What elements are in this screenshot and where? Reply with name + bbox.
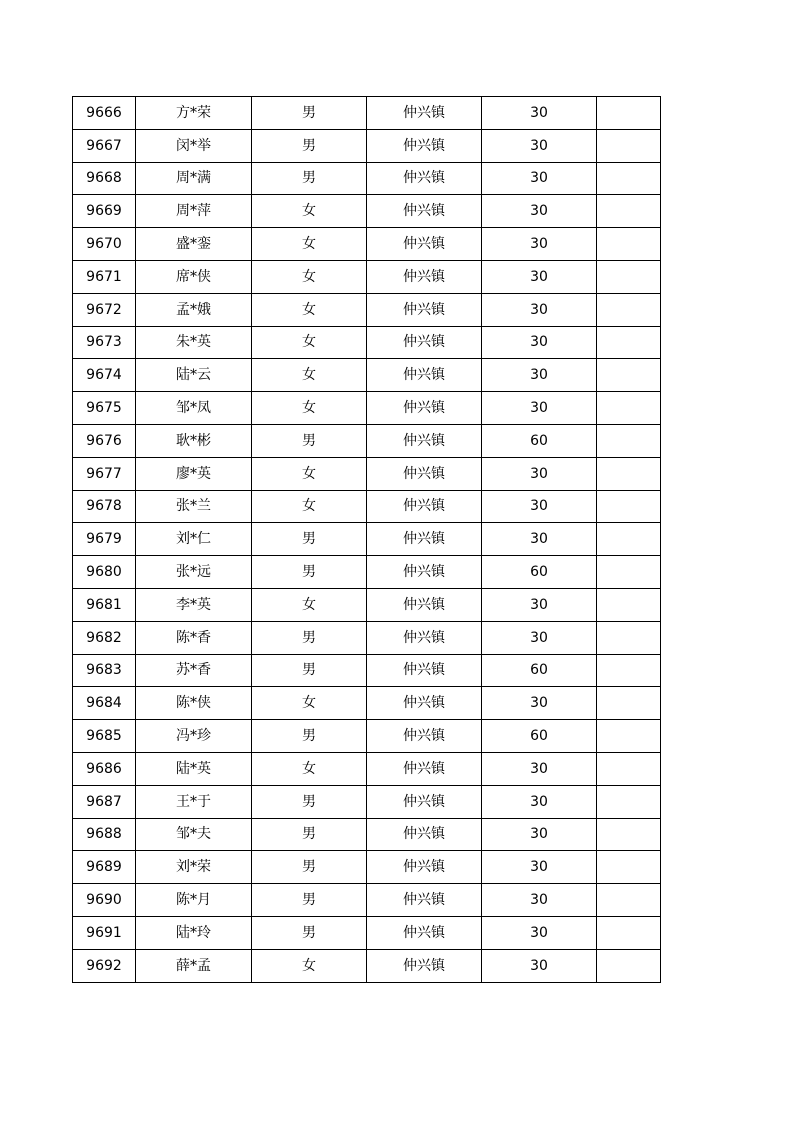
note-cell [597,720,661,753]
gender-cell: 男 [252,556,367,589]
amount-cell: 30 [482,785,597,818]
name-cell: 朱*英 [136,326,252,359]
town-cell: 仲兴镇 [367,588,482,621]
name-cell: 陈*侠 [136,687,252,720]
note-cell [597,687,661,720]
town-cell: 仲兴镇 [367,293,482,326]
id-cell: 9677 [73,457,136,490]
amount-cell: 60 [482,556,597,589]
town-cell: 仲兴镇 [367,851,482,884]
id-cell: 9675 [73,392,136,425]
town-cell: 仲兴镇 [367,424,482,457]
amount-cell: 30 [482,392,597,425]
name-cell: 邹*夫 [136,818,252,851]
town-cell: 仲兴镇 [367,556,482,589]
id-cell: 9682 [73,621,136,654]
note-cell [597,916,661,949]
amount-cell: 30 [482,457,597,490]
amount-cell: 30 [482,490,597,523]
gender-cell: 女 [252,687,367,720]
amount-cell: 30 [482,359,597,392]
id-cell: 9670 [73,228,136,261]
note-cell [597,752,661,785]
amount-cell: 60 [482,424,597,457]
gender-cell: 女 [252,949,367,982]
gender-cell: 女 [252,752,367,785]
amount-cell: 30 [482,195,597,228]
id-cell: 9678 [73,490,136,523]
name-cell: 王*于 [136,785,252,818]
id-cell: 9666 [73,97,136,130]
note-cell [597,785,661,818]
name-cell: 盛*銮 [136,228,252,261]
amount-cell: 30 [482,752,597,785]
amount-cell: 30 [482,326,597,359]
table-row [73,162,661,195]
gender-cell: 女 [252,293,367,326]
note-cell [597,359,661,392]
amount-cell: 30 [482,851,597,884]
table-row [73,556,661,589]
id-cell: 9673 [73,326,136,359]
gender-cell: 女 [252,195,367,228]
id-cell: 9689 [73,851,136,884]
id-cell: 9672 [73,293,136,326]
gender-cell: 男 [252,129,367,162]
amount-cell: 30 [482,884,597,917]
town-cell: 仲兴镇 [367,752,482,785]
id-cell: 9674 [73,359,136,392]
table-row [73,654,661,687]
gender-cell: 男 [252,916,367,949]
id-cell: 9679 [73,523,136,556]
gender-cell: 女 [252,588,367,621]
amount-cell: 30 [482,162,597,195]
id-cell: 9669 [73,195,136,228]
gender-cell: 女 [252,359,367,392]
name-cell: 张*远 [136,556,252,589]
note-cell [597,162,661,195]
gender-cell: 男 [252,818,367,851]
gender-cell: 女 [252,326,367,359]
town-cell: 仲兴镇 [367,326,482,359]
table-row [73,392,661,425]
table-row [73,916,661,949]
amount-cell: 60 [482,654,597,687]
note-cell [597,654,661,687]
table-row [73,326,661,359]
id-cell: 9691 [73,916,136,949]
note-cell [597,523,661,556]
town-cell: 仲兴镇 [367,162,482,195]
note-cell [597,424,661,457]
town-cell: 仲兴镇 [367,621,482,654]
amount-cell: 60 [482,720,597,753]
id-cell: 9687 [73,785,136,818]
town-cell: 仲兴镇 [367,654,482,687]
town-cell: 仲兴镇 [367,523,482,556]
note-cell [597,949,661,982]
amount-cell: 30 [482,97,597,130]
name-cell: 方*荣 [136,97,252,130]
table-row [73,785,661,818]
amount-cell: 30 [482,129,597,162]
town-cell: 仲兴镇 [367,490,482,523]
town-cell: 仲兴镇 [367,97,482,130]
amount-cell: 30 [482,621,597,654]
note-cell [597,195,661,228]
table-row [73,424,661,457]
table-row [73,588,661,621]
name-cell: 席*侠 [136,260,252,293]
id-cell: 9667 [73,129,136,162]
id-cell: 9668 [73,162,136,195]
gender-cell: 男 [252,523,367,556]
roster-table [72,96,661,983]
name-cell: 周*满 [136,162,252,195]
gender-cell: 男 [252,720,367,753]
gender-cell: 女 [252,228,367,261]
name-cell: 闵*举 [136,129,252,162]
gender-cell: 男 [252,621,367,654]
amount-cell: 30 [482,916,597,949]
name-cell: 张*兰 [136,490,252,523]
table-row [73,621,661,654]
amount-cell: 30 [482,949,597,982]
gender-cell: 女 [252,260,367,293]
gender-cell: 女 [252,457,367,490]
table-row [73,195,661,228]
id-cell: 9690 [73,884,136,917]
amount-cell: 30 [482,260,597,293]
amount-cell: 30 [482,228,597,261]
town-cell: 仲兴镇 [367,687,482,720]
gender-cell: 男 [252,884,367,917]
amount-cell: 30 [482,818,597,851]
amount-cell: 30 [482,523,597,556]
id-cell: 9676 [73,424,136,457]
name-cell: 薛*孟 [136,949,252,982]
gender-cell: 女 [252,490,367,523]
town-cell: 仲兴镇 [367,457,482,490]
town-cell: 仲兴镇 [367,949,482,982]
table-row [73,818,661,851]
name-cell: 孟*娥 [136,293,252,326]
note-cell [597,588,661,621]
id-cell: 9671 [73,260,136,293]
gender-cell: 男 [252,654,367,687]
table-row [73,752,661,785]
town-cell: 仲兴镇 [367,129,482,162]
id-cell: 9685 [73,720,136,753]
table-row [73,687,661,720]
gender-cell: 男 [252,97,367,130]
town-cell: 仲兴镇 [367,195,482,228]
name-cell: 刘*仁 [136,523,252,556]
note-cell [597,392,661,425]
town-cell: 仲兴镇 [367,260,482,293]
note-cell [597,129,661,162]
note-cell [597,556,661,589]
town-cell: 仲兴镇 [367,228,482,261]
table-row [73,457,661,490]
town-cell: 仲兴镇 [367,720,482,753]
id-cell: 9684 [73,687,136,720]
id-cell: 9688 [73,818,136,851]
table-row [73,260,661,293]
id-cell: 9680 [73,556,136,589]
table-row [73,851,661,884]
gender-cell: 男 [252,162,367,195]
name-cell: 周*萍 [136,195,252,228]
name-cell: 陆*云 [136,359,252,392]
table-row [73,884,661,917]
roster-body [73,97,661,983]
table-row [73,523,661,556]
name-cell: 邹*凤 [136,392,252,425]
id-cell: 9692 [73,949,136,982]
table-row [73,129,661,162]
name-cell: 陈*月 [136,884,252,917]
name-cell: 李*英 [136,588,252,621]
id-cell: 9681 [73,588,136,621]
note-cell [597,260,661,293]
note-cell [597,293,661,326]
table-row [73,228,661,261]
note-cell [597,884,661,917]
name-cell: 陆*玲 [136,916,252,949]
id-cell: 9683 [73,654,136,687]
name-cell: 冯*珍 [136,720,252,753]
note-cell [597,818,661,851]
gender-cell: 男 [252,785,367,818]
name-cell: 陈*香 [136,621,252,654]
table-row [73,359,661,392]
gender-cell: 男 [252,424,367,457]
note-cell [597,490,661,523]
table-row [73,293,661,326]
table-row [73,720,661,753]
name-cell: 苏*香 [136,654,252,687]
amount-cell: 30 [482,293,597,326]
amount-cell: 30 [482,687,597,720]
town-cell: 仲兴镇 [367,884,482,917]
gender-cell: 女 [252,392,367,425]
gender-cell: 男 [252,851,367,884]
note-cell [597,851,661,884]
note-cell [597,621,661,654]
table-row [73,949,661,982]
town-cell: 仲兴镇 [367,818,482,851]
table-row [73,97,661,130]
name-cell: 耿*彬 [136,424,252,457]
note-cell [597,326,661,359]
town-cell: 仲兴镇 [367,392,482,425]
name-cell: 刘*荣 [136,851,252,884]
amount-cell: 30 [482,588,597,621]
town-cell: 仲兴镇 [367,359,482,392]
id-cell: 9686 [73,752,136,785]
note-cell [597,457,661,490]
name-cell: 廖*英 [136,457,252,490]
table-row [73,490,661,523]
note-cell [597,228,661,261]
town-cell: 仲兴镇 [367,785,482,818]
town-cell: 仲兴镇 [367,916,482,949]
note-cell [597,97,661,130]
name-cell: 陆*英 [136,752,252,785]
